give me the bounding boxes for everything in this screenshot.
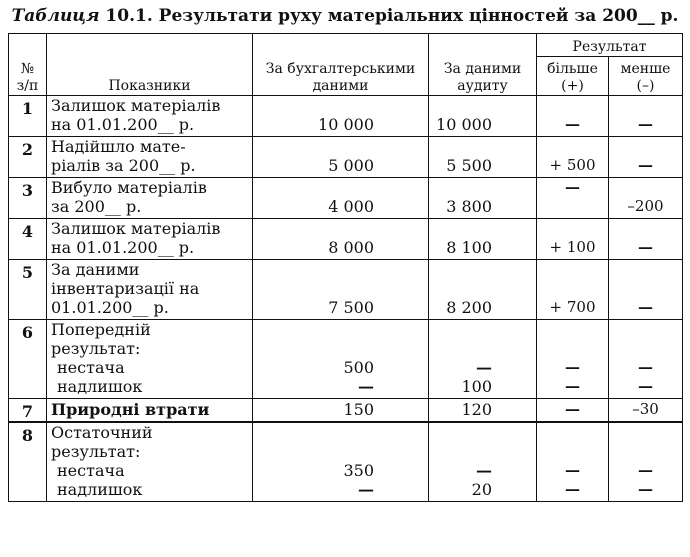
result-more-cell-value: — [565,480,580,498]
audit-cell-value [429,178,536,197]
caption-label: Таблиця [11,6,100,26]
accounting-cell-value [253,178,428,197]
result-more-cell [537,399,609,423]
indicator-line: на 01.01.200__ р. [51,238,195,257]
accounting-cell [253,260,429,320]
indicator-line: Залишок матеріалів [51,96,221,115]
audit-cell-value: 8 200 [446,298,492,317]
result-more-cell-value [537,442,608,461]
result-more-cell-value [537,260,608,279]
table-row [9,178,683,219]
accounting-cell-value [253,339,428,358]
header-result: Результат [537,34,683,57]
indicator-line: Вибуло матеріалів [51,178,207,197]
row-indicator [47,260,253,320]
audit-cell-value [429,339,536,358]
result-less-cell [609,320,683,399]
audit-cell-value: 10 000 [436,115,492,134]
accounting-cell-value: 5 000 [328,156,374,175]
indicator-line: За даними [51,260,140,279]
result-less-cell-value: –30 [632,400,659,418]
audit-cell-value: 120 [461,400,492,419]
header-number: № з/п [9,34,47,96]
result-less-cell [609,422,683,502]
result-more-cell-value: + 100 [549,238,596,256]
result-more-cell-value: — [565,358,580,376]
row-number: 1 [9,96,47,137]
audit-cell [429,137,537,178]
indicator-line: ріалів за 200__ р. [51,156,196,175]
table-caption [0,6,690,26]
table-row [9,422,683,502]
result-more-cell-value: — [565,115,580,133]
indicator-line: нестача [57,358,125,377]
accounting-cell-value: 8 000 [328,238,374,257]
result-less-cell [609,96,683,137]
table-row [9,260,683,320]
result-more-cell-value [537,96,608,115]
accounting-cell-value: 7 500 [328,298,374,317]
result-less-cell-value: — [638,377,653,395]
result-more-cell-value: — [565,377,580,395]
audit-cell [429,320,537,399]
result-less-cell-value: — [638,115,653,133]
result-more-cell [537,320,609,399]
result-less-cell-value [609,320,682,339]
accounting-cell-value: 350 [343,461,374,480]
row-indicator [47,178,253,219]
result-more-cell [537,422,609,502]
row-number: 7 [9,399,47,423]
audit-cell-value [429,137,536,156]
indicator-line: Надійшло мате- [51,137,186,156]
table-row [9,399,683,423]
result-less-cell-value: — [638,298,653,316]
result-less-cell [609,137,683,178]
result-more-cell [537,219,609,260]
indicator-line: Природні втрати [51,400,210,419]
accounting-cell-value: — [358,377,374,396]
result-less-cell-value: — [638,461,653,479]
accounting-cell-value [253,423,428,442]
row-number: 6 [9,320,47,399]
accounting-cell-value [253,442,428,461]
row-indicator [47,320,253,399]
row-indicator [47,422,253,502]
table-row [9,320,683,399]
accounting-cell-value: — [358,480,374,499]
audit-cell-value: 100 [461,377,492,396]
audit-cell-value: — [476,358,492,377]
header-accounting: За бухгалтерськими даними [253,34,429,96]
audit-cell-value [429,279,536,298]
result-less-cell-value: — [638,480,653,498]
result-less-cell-value [609,260,682,279]
result-more-cell [537,260,609,320]
table-row [9,219,683,260]
result-less-cell-value [609,96,682,115]
result-less-cell-value [609,442,682,461]
result-more-cell [537,137,609,178]
result-more-cell-value [537,197,608,216]
result-less-cell-value [609,219,682,238]
audit-cell-value [429,320,536,339]
result-more-cell [537,96,609,137]
result-more-cell-value [537,219,608,238]
audit-cell [429,219,537,260]
results-table [8,33,683,502]
result-more-cell-value: — [565,400,580,418]
table-row [9,137,683,178]
result-less-cell [609,219,683,260]
result-less-cell-value [609,178,682,197]
audit-cell-value: 20 [471,480,492,499]
audit-cell-value [429,442,536,461]
indicator-line: результат: [51,339,141,358]
result-less-cell [609,260,683,320]
row-indicator [47,96,253,137]
audit-cell-value: — [476,461,492,480]
result-less-cell-value: — [638,238,653,256]
audit-cell-value [429,219,536,238]
audit-cell-value: 5 500 [446,156,492,175]
result-more-cell-value [537,339,608,358]
result-more-cell-value: — [565,461,580,479]
accounting-cell-value [253,320,428,339]
audit-cell-value [429,260,536,279]
header-audit: За даними аудиту [429,34,537,96]
accounting-cell-value [253,219,428,238]
accounting-cell [253,96,429,137]
table-row [9,96,683,137]
audit-cell-value [429,423,536,442]
result-more-cell-value [537,320,608,339]
accounting-cell-value [253,260,428,279]
accounting-cell [253,399,429,423]
result-less-cell [609,399,683,423]
result-less-cell [609,178,683,219]
audit-cell [429,260,537,320]
row-indicator [47,399,253,423]
audit-cell [429,178,537,219]
accounting-cell-value: 500 [343,358,374,377]
indicator-line: Остаточний [51,423,153,442]
row-number: 3 [9,178,47,219]
indicator-line: надлишок [57,377,143,396]
accounting-cell [253,320,429,399]
header-less: менше (–) [609,57,683,96]
caption-title: 10.1. Результати руху матеріальних цінностей за 200__ р. [99,6,679,26]
audit-cell-value [429,96,536,115]
accounting-cell-value [253,279,428,298]
indicator-line: результат: [51,442,141,461]
audit-cell-value: 8 100 [446,238,492,257]
accounting-cell-value [253,96,428,115]
indicator-line: Попередній [51,320,151,339]
accounting-cell-value: 4 000 [328,197,374,216]
audit-cell [429,422,537,502]
result-more-cell-value [537,279,608,298]
header-indicators: Показники [47,34,253,96]
table-header [9,34,683,96]
row-number: 8 [9,422,47,502]
table-body [9,96,683,502]
result-less-cell-value: — [638,358,653,376]
indicator-line: Залишок матеріалів [51,219,221,238]
accounting-cell [253,178,429,219]
header-more: більше (+) [537,57,609,96]
indicator-line: інвентаризації на [51,279,200,298]
row-indicator [47,137,253,178]
accounting-cell [253,422,429,502]
accounting-cell [253,219,429,260]
accounting-cell [253,137,429,178]
result-more-cell-value [537,423,608,442]
audit-cell-value: 3 800 [446,197,492,216]
result-less-cell-value [609,137,682,156]
result-less-cell-value [609,279,682,298]
indicator-line: 01.01.200__ р. [51,298,169,317]
result-more-cell-value: + 500 [549,156,596,174]
audit-cell [429,399,537,423]
result-more-cell-value [537,137,608,156]
indicator-line: на 01.01.200__ р. [51,115,195,134]
accounting-cell-value: 10 000 [318,115,374,134]
row-number: 2 [9,137,47,178]
indicator-line: за 200__ р. [51,197,142,216]
indicator-line: надлишок [57,480,143,499]
result-more-cell [537,178,609,219]
result-less-cell-value: — [638,156,653,174]
result-more-cell-value: + 700 [549,298,596,316]
result-less-cell-value [609,423,682,442]
accounting-cell-value: 150 [343,400,374,419]
row-indicator [47,219,253,260]
row-number: 5 [9,260,47,320]
audit-cell [429,96,537,137]
result-less-cell-value [609,339,682,358]
result-less-cell-value: –200 [627,197,664,215]
result-more-cell-value: — [565,178,580,196]
indicator-line: нестача [57,461,125,480]
accounting-cell-value [253,137,428,156]
row-number: 4 [9,219,47,260]
